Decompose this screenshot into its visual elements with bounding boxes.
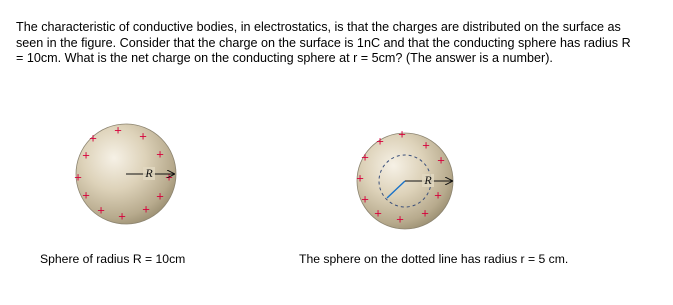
svg-text:+: +: [89, 130, 97, 146]
svg-text:+: +: [97, 202, 105, 218]
svg-text:+: +: [421, 205, 429, 221]
svg-text:+: +: [376, 133, 384, 149]
svg-text:+: +: [118, 208, 126, 224]
svg-text:+: +: [74, 169, 82, 185]
svg-text:+: +: [374, 205, 382, 221]
sphere-figure-right: [352, 128, 458, 234]
svg-text:+: +: [398, 128, 406, 142]
svg-text:+: +: [356, 170, 364, 186]
svg-text:+: +: [361, 191, 369, 207]
radius-label: R: [145, 165, 153, 180]
svg-text:+: +: [361, 149, 369, 165]
svg-text:+: +: [434, 187, 442, 203]
svg-text:+: +: [82, 187, 90, 203]
svg-text:+: +: [437, 152, 445, 168]
svg-text:+: +: [139, 128, 147, 144]
question-text: The characteristic of conductive bodies, in electrostatics, is that the charges are distributed on the surface as seen in the figure. Consider that the charge on the surface is 1nC and that the conducting sphere has radius R = 10cm. What is the net charge on the conducting sphere at r = 5cm? (The answer is a number).: [16, 20, 631, 65]
svg-text:+: +: [114, 122, 122, 138]
svg-text:+: +: [142, 201, 150, 217]
radius-label: R: [424, 172, 432, 187]
svg-text:+: +: [165, 169, 173, 185]
svg-text:+: +: [156, 146, 164, 162]
svg-text:+: +: [156, 188, 164, 204]
svg-text:+: +: [82, 147, 90, 163]
sphere-figure-left: [70, 118, 182, 230]
caption-left: Sphere of radius R = 10cm: [40, 252, 186, 266]
caption-right: The sphere on the dotted line has radius r = 5 cm.: [299, 252, 569, 266]
svg-text:+: +: [396, 211, 404, 227]
svg-text:+: +: [422, 137, 430, 153]
